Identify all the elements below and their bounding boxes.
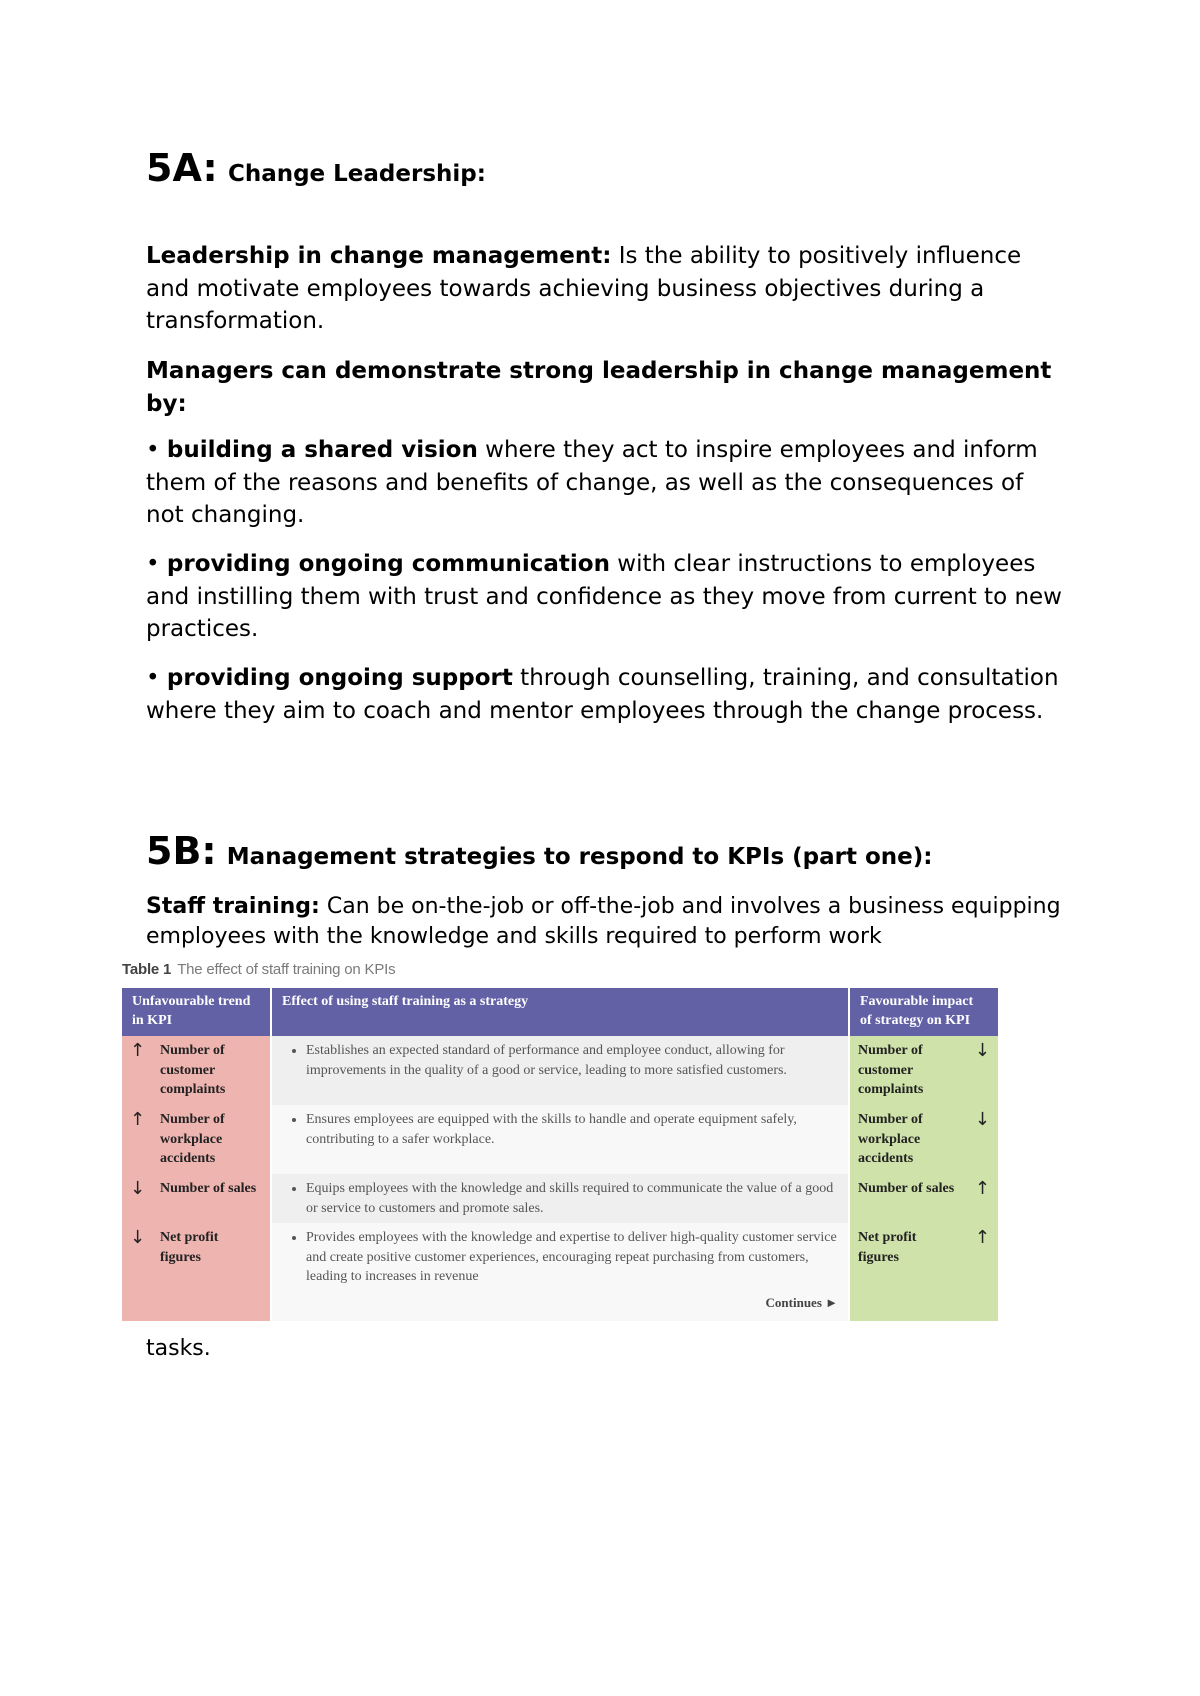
header-effect: Effect of using staff training as a strategy [271, 988, 849, 1036]
staff-training-definition [146, 892, 1066, 952]
favourable-kpi: Number of sales [858, 1181, 955, 1196]
table-caption-text: The effect of staff training on KPIs [177, 961, 396, 978]
unfavourable-cell [122, 1174, 271, 1223]
bullet-text: where they act to inspire employees and inform them of the reasons and benefits of change, as well as the consequences of not changing. [146, 437, 1038, 528]
bullet-bold: building a shared vision [166, 437, 478, 463]
arrow-up-icon: ↑ [974, 1227, 990, 1248]
trailing-text: tasks. [146, 1336, 211, 1361]
effect-cell [271, 1223, 849, 1321]
unfavourable-kpi: Number of sales [160, 1181, 257, 1196]
arrow-up-icon: ↑ [974, 1178, 990, 1199]
kpi-table-figure [122, 960, 998, 1321]
table-row [122, 1105, 998, 1174]
arrow-down-icon: ↓ [130, 1178, 146, 1199]
section-5a-heading [146, 146, 486, 190]
table-caption [122, 960, 998, 988]
arrow-up-icon: ↑ [130, 1109, 146, 1130]
table-header-row [122, 988, 998, 1036]
definition-term: Leadership in change management: [146, 243, 612, 269]
effect-item: • Equips employees with the knowledge and skills required to communicate the value of a good or service to customers and promote sales. [306, 1179, 840, 1218]
staff-training-text: Can be on-the-job or off-the-job and involves a business equipping employees with the knowledge and skills required to perform work [146, 894, 1061, 949]
bullet-item [146, 434, 1066, 532]
favourable-kpi: Net profit figures [858, 1230, 917, 1265]
bullet-bold: providing ongoing support [166, 665, 513, 691]
favourable-kpi: Number of customer complaints [858, 1043, 924, 1097]
effect-item: • Ensures employees are equipped with the skills to handle and operate equipment safely, contributing to a safer workplace. [306, 1110, 840, 1149]
favourable-kpi: Number of workplace accidents [858, 1112, 923, 1166]
favourable-cell [849, 1036, 998, 1105]
section-5a-code: 5A: [146, 146, 218, 190]
staff-training-term: Staff training: [146, 894, 320, 919]
favourable-cell [849, 1174, 998, 1223]
unfavourable-cell [122, 1036, 271, 1105]
managers-intro: Managers can demonstrate strong leadership in change management by: [146, 358, 1052, 417]
arrow-down-icon: ↓ [974, 1040, 990, 1061]
arrow-down-icon: ↓ [130, 1227, 146, 1248]
effect-cell [271, 1174, 849, 1223]
leadership-definition [146, 240, 1066, 338]
header-favourable: Favourable impact of strategy on KPI [849, 988, 998, 1036]
arrow-up-icon: ↑ [130, 1040, 146, 1061]
favourable-cell [849, 1105, 998, 1174]
bullet-item [146, 548, 1066, 646]
header-unfavourable: Unfavourable trend in KPI [122, 988, 271, 1036]
table-row [122, 1223, 998, 1321]
unfavourable-cell [122, 1105, 271, 1174]
favourable-cell [849, 1223, 998, 1321]
bullet-marker: • [146, 551, 167, 577]
kpi-table [122, 988, 998, 1321]
section-5a-title: Change Leadership: [227, 161, 486, 187]
unfavourable-kpi: Number of workplace accidents [160, 1112, 225, 1166]
bullet-text: with clear instructions to employees and instilling them with trust and confidence as they move from current to new practices. [146, 551, 1062, 642]
unfavourable-cell [122, 1223, 271, 1321]
definition-text: Is the ability to positively influence and motivate employees towards achieving business objectives during a transformation. [146, 243, 1022, 334]
bullet-text: through counselling, training, and consultation where they aim to coach and mentor employees through the change process. [146, 665, 1059, 724]
effect-item: • Establishes an expected standard of performance and employee conduct, allowing for improvements in the quality of a good or service, leading to more satisfied customers. [306, 1041, 840, 1080]
section-5b-title: Management strategies to respond to KPIs (part one): [226, 844, 933, 870]
table-caption-label: Table 1 [122, 961, 172, 978]
table-row [122, 1174, 998, 1223]
unfavourable-kpi: Number of customer complaints [160, 1043, 226, 1097]
continues-label: Continues ► [765, 1294, 838, 1310]
effect-item: • Provides employees with the knowledge and expertise to deliver high-quality customer service and create positive customer experiences, encouraging repeat purchasing from customers, leading to increases in revenue [306, 1228, 840, 1287]
bullet-marker: • [146, 665, 167, 691]
effect-cell [271, 1036, 849, 1105]
unfavourable-kpi: Net profit figures [160, 1230, 219, 1265]
section-5b-heading [146, 829, 932, 873]
bullet-bold: providing ongoing communication [166, 551, 610, 577]
effect-cell [271, 1105, 849, 1174]
bullet-item [146, 662, 1066, 727]
bullet-marker: • [146, 437, 167, 463]
arrow-down-icon: ↓ [974, 1109, 990, 1130]
section-5b-code: 5B: [146, 829, 217, 873]
table-row [122, 1036, 998, 1105]
